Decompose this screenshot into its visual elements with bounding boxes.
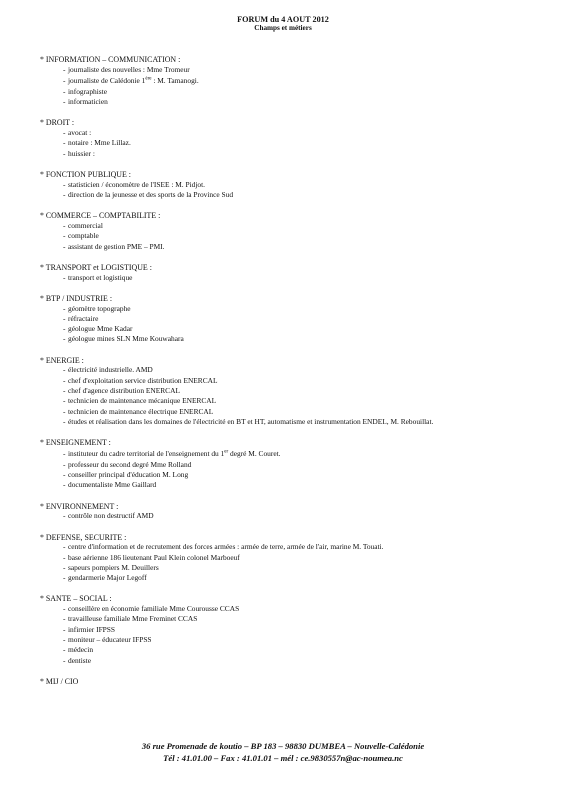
- bullet-dash: -: [63, 624, 66, 634]
- section: [40, 170, 540, 200]
- list-item: [63, 365, 540, 375]
- list-item: [63, 242, 540, 252]
- section: [40, 55, 540, 107]
- list-item-text: géomètre topographe: [68, 303, 131, 313]
- section-title: * ENSEIGNEMENT :: [40, 438, 111, 448]
- footer-contact: Tél : 41.01.00 – Fax : 41.01.01 – mél : ce.9830557n@ac-noumea.nc: [163, 753, 403, 763]
- list-item: [63, 407, 540, 417]
- list-item-text: transport et logistique: [68, 272, 133, 282]
- list-item-text: documentaliste Mme Gaillard: [68, 480, 157, 490]
- section-items: [40, 604, 540, 666]
- list-item: [63, 97, 540, 107]
- section-items: [40, 128, 540, 159]
- list-item-text: études et réalisation dans les domaines de l'électricité en BT et HT, automatisme et instrumentation ENDEL, M. Rebouillat.: [68, 416, 434, 426]
- bullet-dash: -: [63, 655, 66, 665]
- list-item: [63, 563, 540, 573]
- list-item: [63, 324, 540, 334]
- section-items: [40, 511, 540, 521]
- section: [40, 294, 540, 345]
- list-item-text: contrôle non destructif AMD: [68, 511, 154, 521]
- list-item: [63, 553, 540, 563]
- section: [40, 211, 540, 252]
- section-items: [40, 448, 540, 491]
- list-item-text: conseillère en économie familiale Mme Courousse CCAS: [68, 604, 240, 614]
- section: [40, 677, 540, 687]
- bullet-dash: -: [63, 604, 66, 614]
- list-item-text: centre d'information et de recrutement des forces armées : armée de terre, armée de l'air, marine M. Touati.: [68, 542, 384, 552]
- section: [40, 438, 540, 490]
- bullet-dash: -: [63, 76, 66, 86]
- list-item-text: instituteur du cadre territorial de l'enseignement du 1er degré M. Couret.: [68, 449, 281, 459]
- list-item: [63, 221, 540, 231]
- bullet-dash: -: [63, 231, 66, 241]
- list-item-text: infographiste: [68, 86, 107, 96]
- list-item: [63, 480, 540, 490]
- list-item: [63, 396, 540, 406]
- bullet-dash: -: [63, 128, 66, 138]
- list-item: [63, 460, 540, 470]
- section-items: [40, 180, 540, 201]
- section: [40, 533, 540, 584]
- list-item: [63, 614, 540, 624]
- list-item: [63, 334, 540, 344]
- section-items: [40, 542, 540, 583]
- list-item-text: notaire : Mme Lillaz.: [68, 138, 131, 148]
- list-item: [63, 573, 540, 583]
- list-item-text: travailleuse familiale Mme Freminet CCAS: [68, 614, 198, 624]
- section-title: * BTP / INDUSTRIE :: [40, 293, 113, 303]
- bullet-dash: -: [63, 562, 66, 572]
- section: [40, 356, 540, 427]
- list-item: [63, 190, 540, 200]
- section: [40, 502, 540, 522]
- list-item: [63, 542, 540, 552]
- bullet-dash: -: [63, 148, 66, 158]
- section-title: * SANTE – SOCIAL :: [40, 594, 112, 604]
- list-item-text: assistant de gestion PME – PMI.: [68, 241, 165, 251]
- list-item: [63, 417, 540, 427]
- list-item-text: avocat :: [68, 128, 92, 138]
- list-item-text: dentiste: [68, 655, 91, 665]
- list-item-text: comptable: [68, 231, 99, 241]
- list-item-text: infirmier IFPSS: [68, 624, 116, 634]
- list-item: [63, 180, 540, 190]
- bullet-dash: -: [63, 303, 66, 313]
- bullet-dash: -: [63, 552, 66, 562]
- list-item-text: gendarmerie Major Legoff: [68, 573, 147, 583]
- bullet-dash: -: [63, 272, 66, 282]
- list-item: [63, 511, 540, 521]
- list-item-text: statisticien / économètre de l'ISEE : M. Pidjot.: [68, 179, 206, 189]
- list-item-text: moniteur – éducateur IFPSS: [68, 635, 152, 645]
- bullet-dash: -: [63, 189, 66, 199]
- bullet-dash: -: [63, 635, 66, 645]
- section-title: * FONCTION PUBLIQUE :: [40, 169, 131, 179]
- bullet-dash: -: [63, 241, 66, 251]
- list-item-text: conseiller principal d'éducation M. Long: [68, 469, 189, 479]
- section-items: [40, 221, 540, 252]
- bullet-dash: -: [63, 97, 66, 107]
- bullet-dash: -: [63, 480, 66, 490]
- bullet-dash: -: [63, 365, 66, 375]
- bullet-dash: -: [63, 406, 66, 416]
- bullet-dash: -: [63, 313, 66, 323]
- bullet-dash: -: [63, 416, 66, 426]
- document-title: FORUM du 4 AOUT 2012: [237, 15, 329, 24]
- section-title: * ENVIRONNEMENT :: [40, 501, 119, 511]
- list-item: [63, 470, 540, 480]
- bullet-dash: -: [63, 386, 66, 396]
- sections-list: [40, 55, 540, 698]
- list-item-text: géologue mines SLN Mme Kouwahara: [68, 334, 184, 344]
- section-items: [40, 365, 540, 427]
- bullet-dash: -: [63, 86, 66, 96]
- list-item-text: sapeurs pompiers M. Deuillers: [68, 562, 159, 572]
- bullet-dash: -: [63, 220, 66, 230]
- list-item-text: professeur du second degré Mme Rolland: [68, 459, 192, 469]
- section: [40, 594, 540, 665]
- list-item: [63, 87, 540, 97]
- section-title: * COMMERCE – COMPTABILITE :: [40, 211, 161, 221]
- list-item: [63, 128, 540, 138]
- list-item: [63, 65, 540, 75]
- list-item: [63, 376, 540, 386]
- list-item-text: base aérienne 186 lieutenant Paul Klein colonel Marboeuf: [68, 552, 240, 562]
- list-item: [63, 448, 540, 460]
- section: [40, 118, 540, 159]
- section-title: * MIJ / CIO: [40, 676, 79, 686]
- footer-address: 36 rue Promenade de koutio – BP 183 – 98830 DUMBEA – Nouvelle-Calédonie: [141, 741, 425, 751]
- bullet-dash: -: [63, 334, 66, 344]
- bullet-dash: -: [63, 324, 66, 334]
- bullet-dash: -: [63, 645, 66, 655]
- list-item-text: électricité industrielle. AMD: [68, 365, 153, 375]
- list-item: [63, 304, 540, 314]
- list-item-text: journaliste des nouvelles : Mme Tromeur: [68, 64, 190, 74]
- bullet-dash: -: [63, 396, 66, 406]
- bullet-dash: -: [63, 375, 66, 385]
- bullet-dash: -: [63, 64, 66, 74]
- list-item: [63, 149, 540, 159]
- list-item-text: commercial: [68, 220, 103, 230]
- section-items: [40, 304, 540, 345]
- list-item-text: technicien de maintenance électrique ENERCAL: [68, 406, 214, 416]
- bullet-dash: -: [63, 614, 66, 624]
- list-item-text: chef d'agence distribution ENERCAL: [68, 386, 180, 396]
- section: [40, 263, 540, 283]
- bullet-dash: -: [63, 179, 66, 189]
- list-item-text: informaticien: [68, 97, 108, 107]
- list-item: [63, 231, 540, 241]
- list-item-text: géologue Mme Kadar: [68, 324, 133, 334]
- document-footer: [0, 740, 566, 764]
- list-item: [63, 273, 540, 283]
- list-item: [63, 635, 540, 645]
- bullet-dash: -: [63, 542, 66, 552]
- list-item: [63, 314, 540, 324]
- list-item-text: réfractaire: [68, 313, 99, 323]
- list-item-text: huissier :: [68, 148, 95, 158]
- list-item-text: journaliste de Calédonie 1ère : M. Tamanogi.: [68, 76, 199, 86]
- document-subtitle: Champs et métiers: [254, 24, 312, 32]
- bullet-dash: -: [63, 573, 66, 583]
- section-title: * ENERGIE :: [40, 355, 84, 365]
- section-items: [40, 65, 540, 108]
- list-item: [63, 75, 540, 87]
- section-title: * TRANSPORT et LOGISTIQUE :: [40, 262, 152, 272]
- list-item-text: médecin: [68, 645, 94, 655]
- section-title: * INFORMATION – COMMUNICATION :: [40, 55, 181, 64]
- list-item-text: chef d'exploitation service distribution ENERCAL: [68, 375, 218, 385]
- document-header: [0, 15, 566, 33]
- section-title: * DEFENSE, SECURITE :: [40, 532, 127, 542]
- list-item: [63, 386, 540, 396]
- bullet-dash: -: [63, 511, 66, 521]
- bullet-dash: -: [63, 449, 66, 459]
- bullet-dash: -: [63, 469, 66, 479]
- list-item: [63, 604, 540, 614]
- section-title: * DROIT :: [40, 118, 75, 128]
- list-item-text: direction de la jeunesse et des sports de la Province Sud: [68, 189, 234, 199]
- list-item: [63, 656, 540, 666]
- list-item: [63, 625, 540, 635]
- list-item-text: technicien de maintenance mécanique ENERCAL: [68, 396, 217, 406]
- bullet-dash: -: [63, 459, 66, 469]
- list-item: [63, 138, 540, 148]
- list-item: [63, 645, 540, 655]
- bullet-dash: -: [63, 138, 66, 148]
- section-items: [40, 273, 540, 283]
